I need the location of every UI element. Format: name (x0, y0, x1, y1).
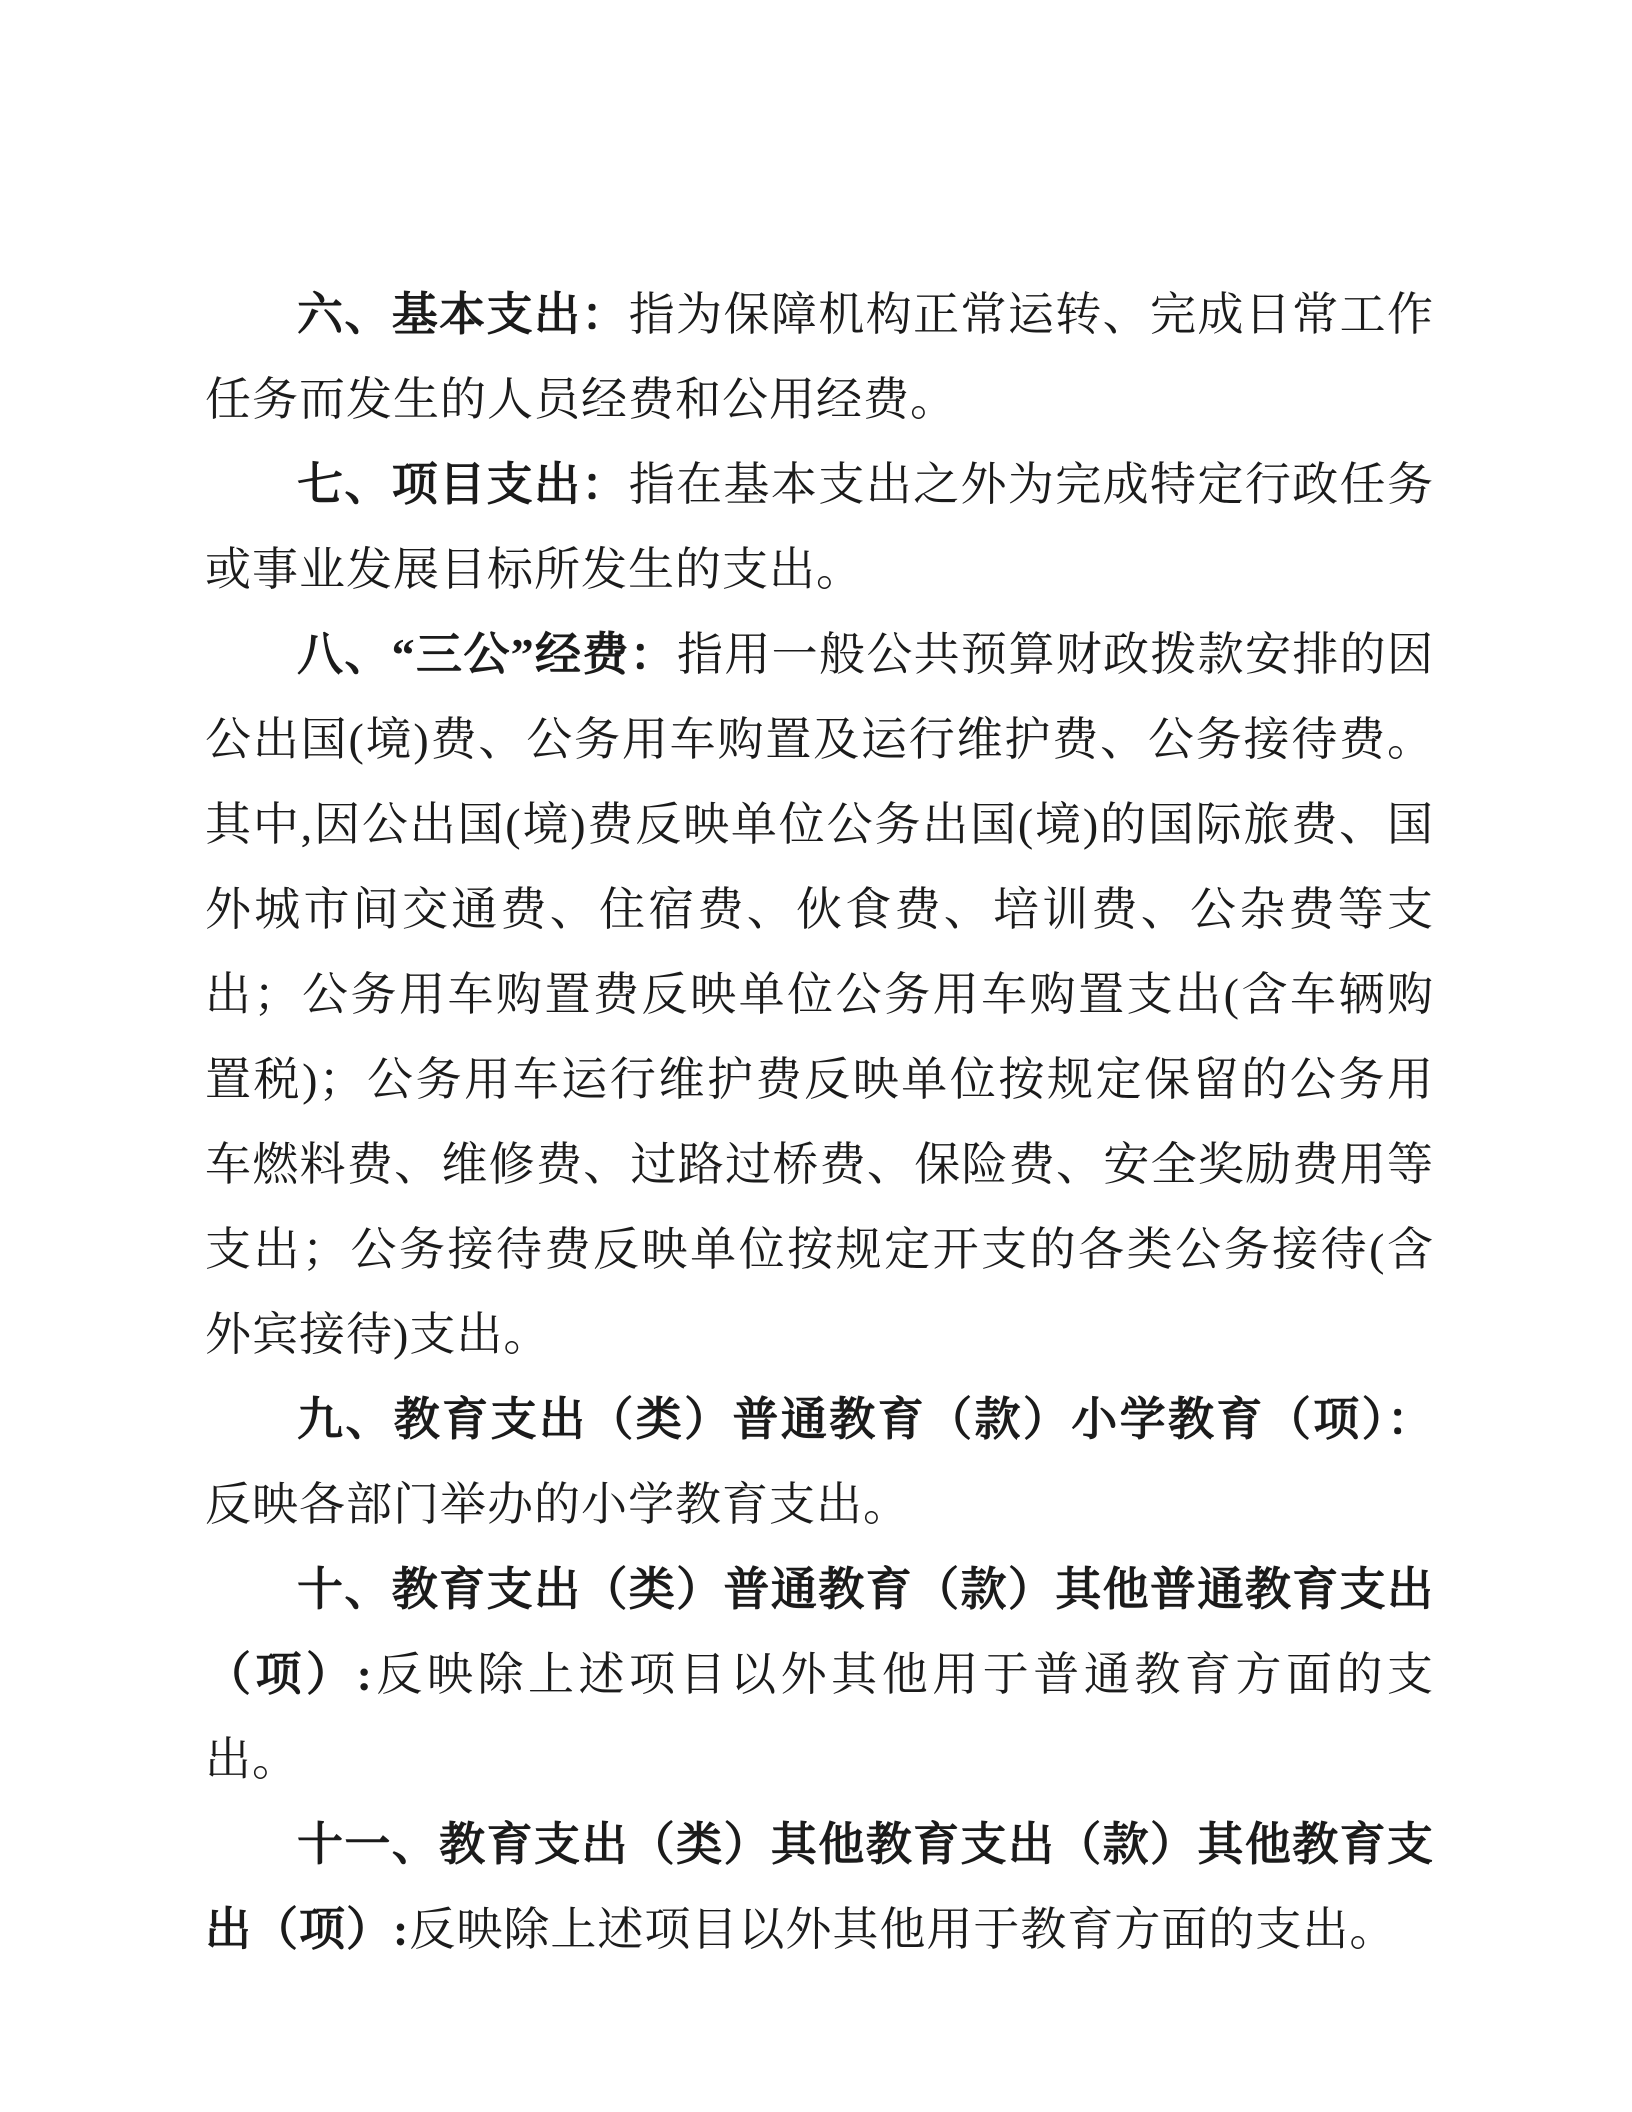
paragraph-project-expenditure (205, 442, 1434, 612)
term-label: 七、项目支出： (297, 459, 629, 510)
term-label: 八、“三公”经费： (297, 629, 677, 680)
term-label: 六、基本支出： (297, 289, 629, 340)
paragraph-basic-expenditure (205, 272, 1434, 442)
term-definition: 反映各部门举办的小学教育支出。 (205, 1479, 910, 1530)
term-definition: 反映除上述项目以外其他用于普通教育方面的支出。 (205, 1649, 1434, 1785)
paragraph-other-general-education-expenditure (205, 1547, 1434, 1802)
term-label: 九、教育支出（类）普通教育（款）小学教育（项）： (297, 1394, 1434, 1445)
paragraph-other-education-expenditure (205, 1802, 1434, 1972)
term-definition: 指为保障机构正常运转、完成日常工作任务而发生的人员经费和公用经费。 (205, 289, 1435, 425)
term-label: 十、教育支出（类）普通教育（款）其他普通教育支出（项）: (205, 1564, 1434, 1700)
term-definition: 反映除上述项目以外其他用于教育方面的支出。 (409, 1904, 1397, 1955)
paragraph-primary-education-expenditure (205, 1377, 1434, 1547)
term-definition: 指用一般公共预算财政拨款安排的因公出国(境)费、公务用车购置及运行维护费、公务接待费。其中,因公出国(境)费反映单位公务出国(境)的国际旅费、国外城市间交通费、住宿费、伙食费、培训费、公杂费等支出；公务用车购置费反映单位公务用车购置支出(含车辆购置税)；公务用车运行维护费反映单位按规定保留的公务用车燃料费、维修费、过路过桥费、保险费、安全奖励费用等支出；公务接待费反映单位按规定开支的各类公务接待(含外宾接待)支出。 (205, 629, 1435, 1360)
term-label: 十一、教育支出（类）其他教育支出（款）其他教育支出（项）: (205, 1819, 1434, 1955)
paragraph-three-public-funds (205, 612, 1434, 1377)
term-definition: 指在基本支出之外为完成特定行政任务或事业发展目标所发生的支出。 (205, 459, 1435, 595)
